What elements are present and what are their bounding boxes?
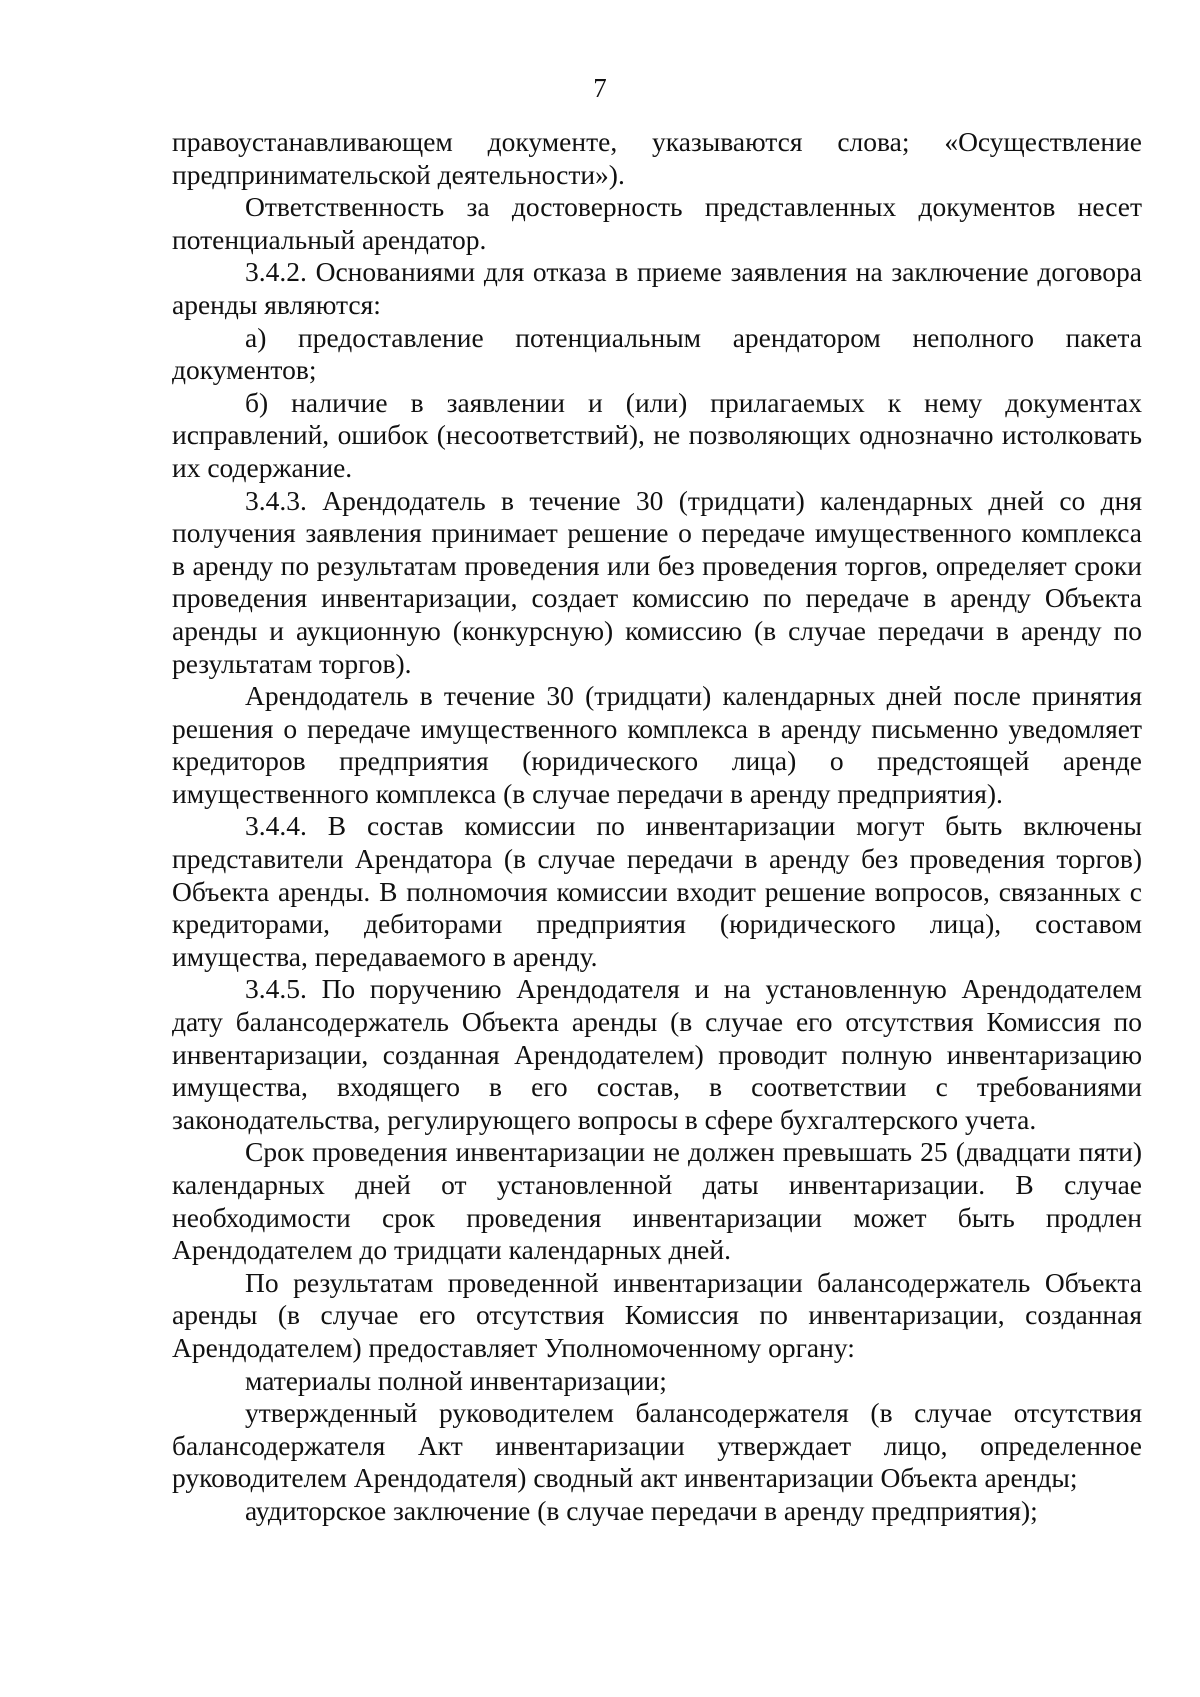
paragraph-inventory-term: Срок проведения инвентаризации не должен превышать 25 (двадцати пяти) календарных дней от установленной даты инвентаризации. В случае необходимости срок проведения инвентаризации может быть продлен Арендодателем до тридцати календарных дней.: [172, 1136, 1142, 1266]
paragraph-3-4-5: 3.4.5. По поручению Арендодателя и на установленную Арендодателем дату балансодержатель Объекта аренды (в случае его отсутствия Комиссия по инвентаризации, созданная Арендодателем) проводит полную инвентаризацию имущества, входящего в его состав, в соответствии с требованиями законодательства, регулирующего вопросы в сфере бухгалтерского учета.: [172, 973, 1142, 1135]
list-item-a: а) предоставление потенциальным арендатором неполного пакета документов;: [172, 321, 1142, 386]
list-item-materials: материалы полной инвентаризации;: [245, 1364, 667, 1396]
list-item-b: б) наличие в заявлении и (или) прилагаемых к нему документах исправлений, ошибок (несоответствий), не позволяющих однозначно истолковать их содержание.: [172, 386, 1142, 483]
list-item-audit: аудиторское заключение (в случае передачи в аренду предприятия);: [245, 1494, 1038, 1526]
paragraph-3-4-4: 3.4.4. В состав комиссии по инвентаризации могут быть включены представители Арендатора (в случае передачи в аренду без проведения торгов) Объекта аренды. В полномочия комиссии входит решение вопросов, связанных с кредиторами, дебиторами предприятия (юридического лица), составом имущества, передаваемого в аренду.: [172, 810, 1142, 972]
paragraph-3-4-2: 3.4.2. Основаниями для отказа в приеме заявления на заключение договора аренды являются:: [172, 256, 1142, 320]
paragraph-creditor-notice: Арендодатель в течение 30 (тридцати) календарных дней после принятия решения о передаче имущественного комплекса в аренду письменно уведомляет кредиторов предприятия (юридического лица) о предстоящей аренде имущественного комплекса (в случае передачи в аренду предприятия).: [172, 680, 1142, 809]
page-number: 7: [593, 73, 607, 103]
paragraph-inventory-results: По результатам проведенной инвентаризации балансодержатель Объекта аренды (в случае его отсутствия Комиссия по инвентаризации, созданная Арендодателем) предоставляет Уполномоченному органу:: [172, 1266, 1142, 1363]
document-body: [172, 126, 1142, 1528]
paragraph-continuation: правоустанавливающем документе, указываются слова; «Осуществление предпринимательской деятельности»).: [172, 126, 1142, 190]
paragraph-3-4-3: 3.4.3. Арендодатель в течение 30 (тридцати) календарных дней со дня получения заявления принимает решение о передаче имущественного комплекса в аренду по результатам проведения или без проведения торгов, определяет сроки проведения инвентаризации, создает комиссию по передаче в аренду Объекта аренды и аукционную (конкурсную) комиссию (в случае передачи в аренду по результатам торгов).: [172, 484, 1142, 679]
list-item-summary-act: утвержденный руководителем балансодержателя (в случае отсутствия балансодержателя Акт инвентаризации утверждает лицо, определенное руководителем Арендодателя) сводный акт инвентаризации Объекта аренды;: [172, 1397, 1142, 1494]
paragraph-responsibility: Ответственность за достоверность представленных документов несет потенциальный арендатор.: [172, 191, 1142, 255]
